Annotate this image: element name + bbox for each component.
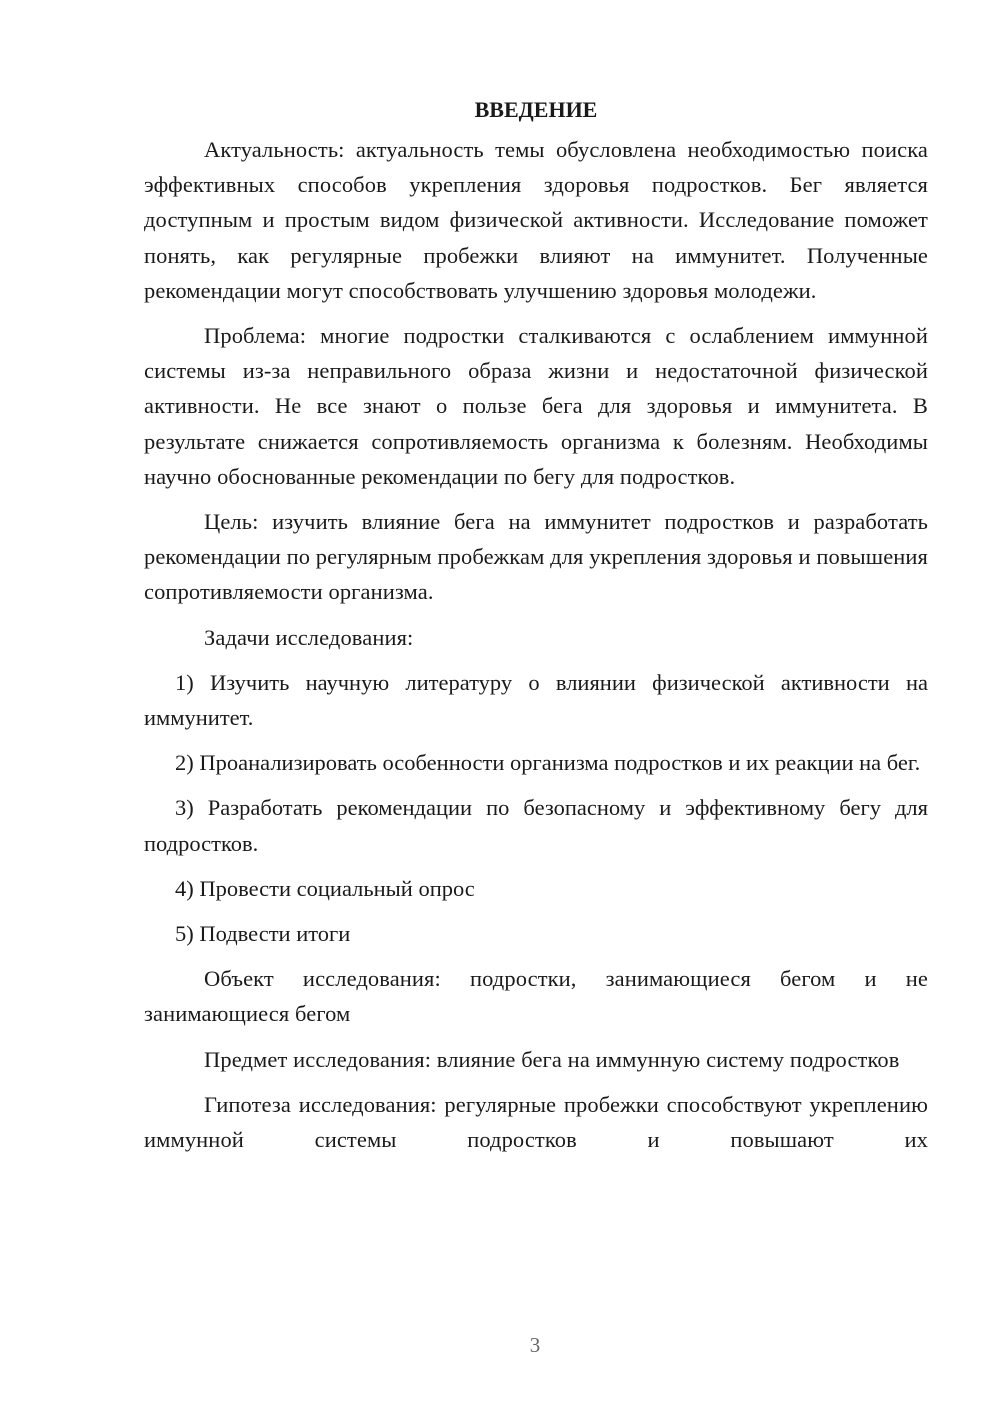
- paragraph-subject: Предмет исследования: влияние бега на иммунную систему подростков: [204, 1046, 900, 1072]
- page-number: 3: [529, 1333, 541, 1357]
- paragraph-relevance: Актуальность: актуальность темы обусловлена необходимостью поиска эффективных способов укрепления здоровья подростков. Бег является доступным и простым видом физической активности. Исследование поможет понять, как регулярные пробежки влияют на иммунитет. Полученные рекомендации могут способствовать улучшению здоровья молодежи.: [144, 137, 928, 303]
- paragraph-tasks-heading: Задачи исследования:: [204, 624, 414, 650]
- task-item-5: 5) Подвести итоги: [175, 921, 351, 947]
- paragraph-problem: Проблема: многие подростки сталкиваются с ослаблением иммунной системы из-за неправильного образа жизни и недостаточной физической активности. Не все знают о пользе бега для здоровья и иммунитета. В результате снижается сопротивляемость организма к болезням. Необходимы научно обоснованные рекомендации по бегу для подростков.: [144, 323, 928, 489]
- section-title: ВВЕДЕНИЕ: [474, 97, 598, 122]
- paragraph-object: Объект исследования: подростки, занимающиеся бегом и не занимающиеся бегом: [144, 966, 928, 1027]
- paragraph-goal: Цель: изучить влияние бега на иммунитет подростков и разработать рекомендации по регулярным пробежкам для укрепления здоровья и повышения сопротивляемости организма.: [144, 509, 929, 605]
- task-item-3: 3) Разработать рекомендации по безопасному и эффективному бегу для подростков.: [144, 795, 928, 856]
- document-page: [144, 92, 928, 1167]
- task-item-1: 1) Изучить научную литературу о влиянии физической активности на иммунитет.: [144, 669, 928, 731]
- task-item-2: 2) Проанализировать особенности организма подростков и их реакции на бег.: [175, 750, 921, 776]
- task-item-4: 4) Провести социальный опрос: [175, 875, 475, 901]
- paragraph-hypothesis: Гипотеза исследования: регулярные пробежки способствуют укреплению иммунной системы подростков и повышают их: [144, 1091, 928, 1153]
